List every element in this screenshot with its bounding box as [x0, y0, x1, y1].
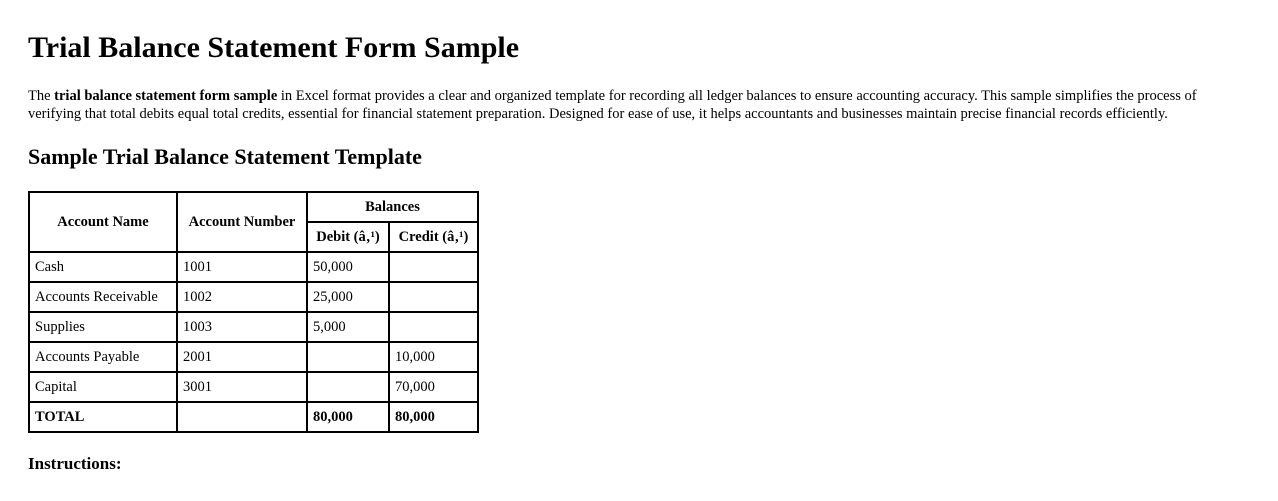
intro-prefix: The — [28, 88, 55, 104]
table-total-row — [29, 402, 478, 432]
cell-account-number: 2001 — [177, 342, 307, 372]
trial-balance-table — [28, 191, 479, 433]
cell-credit — [389, 312, 478, 342]
cell-credit — [389, 282, 478, 312]
header-account-name: Account Name — [29, 192, 177, 252]
cell-account-name: Cash — [29, 252, 177, 282]
cell-debit — [307, 342, 389, 372]
table-row — [29, 252, 478, 282]
intro-suffix: in Excel format provides a clear and organized template for recording all ledger balances to ensure accounting accuracy. This sample simplifies the process of verifying that total debits equal total credits, essential for financial statement preparation. Designed for ease of use, it helps accountants and businesses maintain precise financial records efficiently. — [28, 88, 1197, 122]
cell-debit: 5,000 — [307, 312, 389, 342]
cell-account-number: 1001 — [177, 252, 307, 282]
cell-account-number: 1002 — [177, 282, 307, 312]
cell-debit: 50,000 — [307, 252, 389, 282]
cell-account-name: Accounts Payable — [29, 342, 177, 372]
cell-total-debit: 80,000 — [307, 402, 389, 432]
cell-debit: 25,000 — [307, 282, 389, 312]
intro-paragraph — [28, 87, 1250, 123]
page-title: Trial Balance Statement Form Sample — [28, 31, 520, 64]
cell-total-number — [177, 402, 307, 432]
table-header-row — [29, 192, 478, 222]
intro-bold-phrase: trial balance statement form sample — [54, 88, 278, 104]
cell-debit — [307, 372, 389, 402]
table-row — [29, 282, 478, 312]
cell-account-name: Capital — [29, 372, 177, 402]
cell-total-label: TOTAL — [29, 402, 177, 432]
instructions-heading: Instructions: — [28, 454, 122, 473]
cell-credit: 10,000 — [389, 342, 478, 372]
header-account-number: Account Number — [177, 192, 307, 252]
section-title: Sample Trial Balance Statement Template — [28, 144, 422, 169]
table-row — [29, 372, 478, 402]
cell-total-credit: 80,000 — [389, 402, 478, 432]
table-row — [29, 342, 478, 372]
header-credit: Credit (â‚¹) — [389, 222, 478, 252]
header-debit: Debit (â‚¹) — [307, 222, 389, 252]
cell-account-number: 1003 — [177, 312, 307, 342]
table-row — [29, 312, 478, 342]
cell-credit — [389, 252, 478, 282]
cell-account-number: 3001 — [177, 372, 307, 402]
cell-credit: 70,000 — [389, 372, 478, 402]
header-balances: Balances — [307, 192, 478, 222]
cell-account-name: Supplies — [29, 312, 177, 342]
cell-account-name: Accounts Receivable — [29, 282, 177, 312]
